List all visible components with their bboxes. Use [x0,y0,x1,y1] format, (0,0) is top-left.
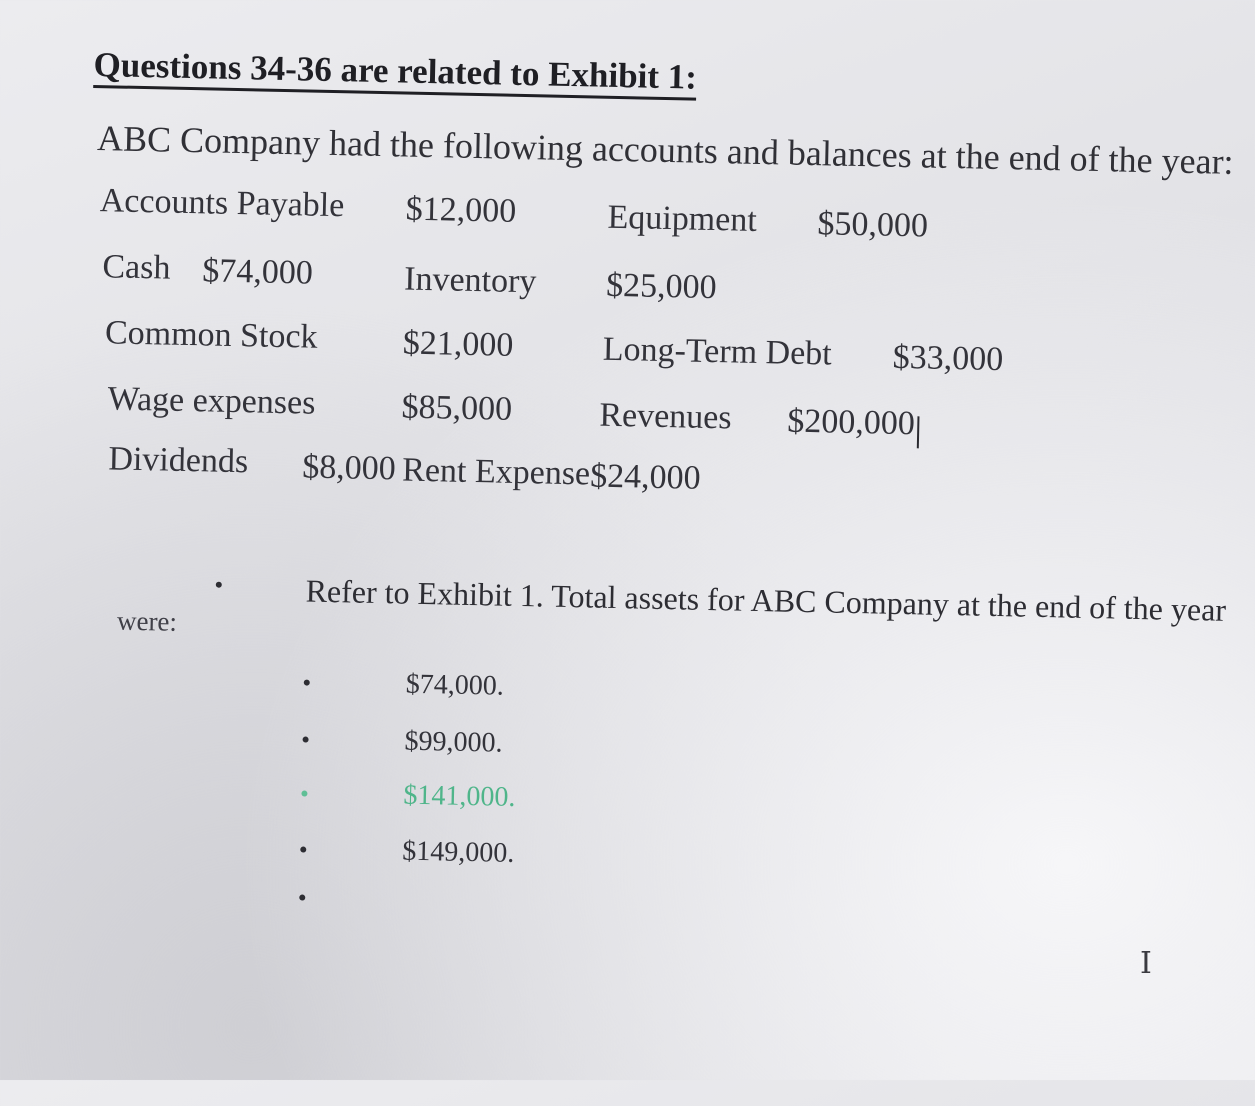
accounts-payable-value: $12,000 [405,190,517,230]
dividends-value: $8,000 [301,448,397,488]
wage-expenses-label: Wage expenses [107,380,316,422]
common-stock-value: $21,000 [402,324,514,364]
dividends-label: Dividends [108,440,249,481]
rent-expense-value: $24,000 [589,457,702,497]
inventory-value: $25,000 [605,266,718,307]
cash-value: $74,000 [201,252,314,292]
option-bullet[interactable] [299,894,305,900]
answer-option-d[interactable]: $149,000. [401,835,515,869]
long-term-debt-value: $33,000 [892,338,1004,379]
text-caret [917,416,920,448]
option-bullet[interactable] [300,846,306,852]
inventory-label: Inventory [403,260,537,301]
option-bullet[interactable] [304,680,310,686]
accounts-payable-label: Accounts Payable [99,182,345,225]
option-bullet-selected[interactable] [301,790,307,796]
question-continuation: were: [116,605,178,637]
long-term-debt-label: Long-Term Debt [602,330,833,373]
revenues-label: Revenues [599,396,732,437]
common-stock-label: Common Stock [104,314,318,356]
equipment-value: $50,000 [817,205,929,245]
wage-expenses-value: $85,000 [401,388,513,428]
rent-expense-label: Rent Expense [401,451,591,493]
revenues-value: $200,000 [786,402,916,443]
exhibit-intro: ABC Company had the following accounts and balances at the end of the year: [96,118,1234,182]
equipment-label: Equipment [607,198,758,239]
exhibit-heading: Questions 34-36 are related to Exhibit 1: [93,47,697,100]
option-bullet[interactable] [303,736,309,742]
cash-label: Cash [102,248,171,287]
answer-option-a[interactable]: $74,000. [405,668,505,702]
text-cursor-icon: I [1140,946,1152,981]
question-text: Refer to Exhibit 1. Total assets for ABC Company at the end of the year [305,572,1227,628]
question-bullet [216,582,222,588]
answer-option-b[interactable]: $99,000. [404,725,503,759]
answer-option-c[interactable]: $141,000. [403,779,516,813]
